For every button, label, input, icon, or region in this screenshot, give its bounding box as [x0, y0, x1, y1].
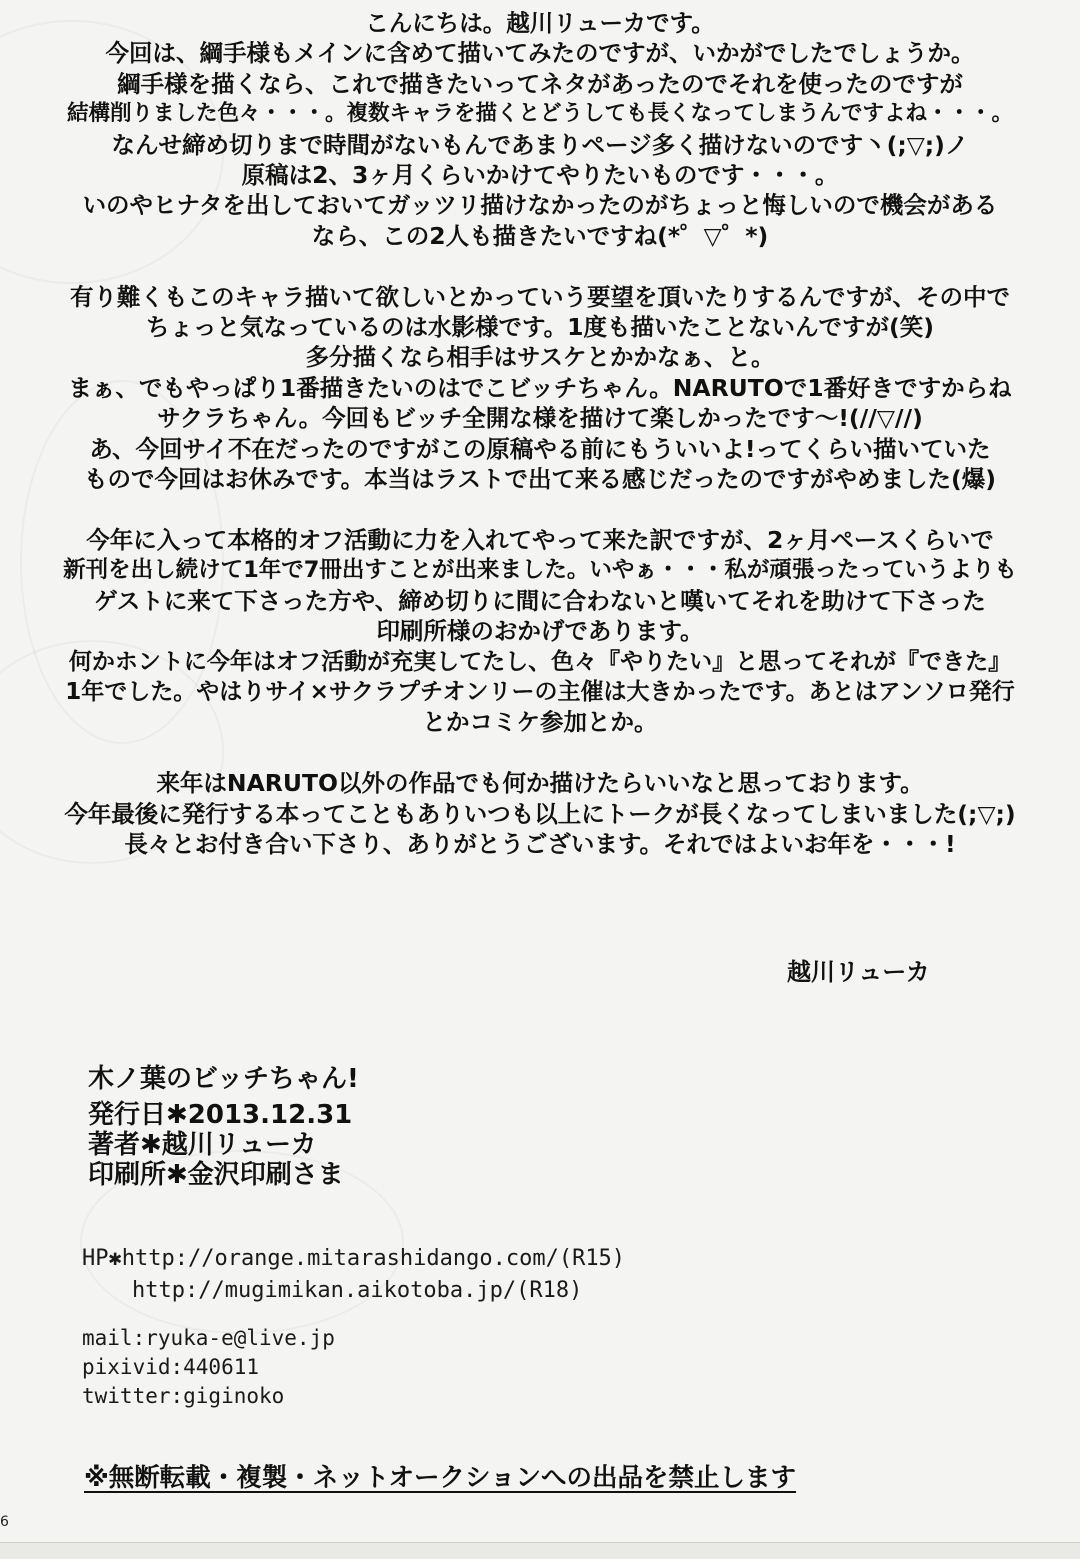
text-line: なんせ締め切りまで時間がないもんであまりページ多く描けないのです丶(;▽;)ノ	[111, 130, 969, 159]
text-line: なら、この2人も描きたいですね(*゜▽゜*)	[311, 221, 769, 250]
text-line: 多分描くなら相手はサスケとかかなぁ、と。	[305, 343, 775, 372]
afterword-text	[60, 8, 1020, 890]
pixiv-id: pixivid:440611	[82, 1355, 260, 1379]
afterword-paragraph	[60, 768, 1020, 859]
afterword-paragraph	[60, 282, 1020, 495]
text-line: とかコミケ参加とか。	[422, 708, 658, 737]
twitter-handle: twitter:giginoko	[82, 1384, 285, 1408]
afterword-paragraph	[60, 525, 1020, 738]
text-line: 今年に入って本格的オフ活動に力を入れてやって来た訳ですが、2ヶ月ペースくらいで	[86, 525, 994, 554]
scan-edge	[0, 1542, 1080, 1559]
text-line: 新刊を出し続けて1年で7冊出すことが出来ました。いやぁ・・・私が頑張ったっていうよりも	[63, 557, 1017, 584]
homepage-link-r15: HP✱http://orange.mitarashidango.com/(R15)	[82, 1246, 626, 1271]
page-number: 6	[0, 1514, 9, 1530]
text-line: 今年最後に発行する本ってこともありいつも以上にトークが長くなってしまいました(;▽;)	[64, 799, 1016, 828]
homepage-links	[82, 1243, 625, 1307]
homepage-link-r18: http://mugimikan.aikotoba.jp/(R18)	[132, 1278, 583, 1303]
colophon	[88, 1064, 359, 1190]
text-line: 印刷所様のおかげであります。	[376, 617, 704, 646]
text-line: サクラちゃん。今回もビッチ全開な様を描けて楽しかったです〜!(//▽//)	[157, 404, 923, 433]
text-line: 長々とお付き合い下さり、ありがとうございます。それではよいお年を・・・!	[124, 829, 956, 858]
text-line: ゲストに来て下さった方や、締め切りに間に合わないと嘆いてそれを助けて下さった	[94, 586, 986, 615]
text-line: 今回は、綱手様もメインに含めて描いてみたのですが、いかがでしたでしょうか。	[105, 39, 975, 68]
text-line: 来年はNARUTO以外の作品でも何か描けたらいいなと思っております。	[156, 769, 924, 798]
author-signature: 越川リューカ	[787, 958, 930, 986]
book-title: 木ノ葉のビッチちゃん!	[88, 1064, 359, 1094]
mail-address: mail:ryuka-e@live.jp	[82, 1326, 335, 1350]
text-line: いのやヒナタを出しておいてガッツリ描けなかったのがちょっと悔しいので機会がある	[82, 191, 998, 220]
text-line: もので今回はお休みです。本当はラストで出て来る感じだったのですがやめました(爆)	[84, 465, 996, 494]
printer-credit: 印刷所✱金沢印刷さま	[88, 1160, 344, 1190]
text-line: 原稿は2、3ヶ月くらいかけてやりたいものです・・・。	[241, 161, 839, 190]
afterword-paragraph	[60, 8, 1020, 251]
text-line: ちょっと気なっているのは水影様です。1度も描いたことないんですが(笑)	[146, 313, 934, 342]
text-line: 綱手様を描くなら、これで描きたいってネタがあったのでそれを使ったのですが	[117, 69, 963, 98]
text-line: こんにちは。越川リューカです。	[365, 9, 715, 37]
copyright-notice: ※無断転載・複製・ネットオークションへの出品を禁止します	[84, 1463, 797, 1493]
author-credit: 著者✱越川リューカ	[88, 1130, 317, 1160]
text-line: あ、今回サイ不在だったのですがこの原稿やる前にもういいよ!ってくらい描いていた	[89, 434, 991, 463]
contact-info	[82, 1324, 335, 1411]
text-line: 何かホントに今年はオフ活動が充実してたし、色々『やりたい』と思ってそれが『できた』	[68, 648, 1012, 675]
text-line: 有り難くもこのキャラ描いて欲しいとかっていう要望を頂いたりするんですが、その中で	[70, 282, 1010, 311]
text-line: 結構削りました色々・・・。複数キャラを描くとどうしても長くなってしまうんですよね・・・。	[66, 101, 1013, 127]
text-line: まぁ、でもやっぱり1番描きたいのはでこビッチちゃん。NARUTOで1番好きですからね	[68, 373, 1012, 402]
publish-date: 発行日✱2013.12.31	[88, 1100, 353, 1130]
text-line: 1年でした。やはりサイ×サクラプチオンリーの主催は大きかったです。あとはアンソロ発行	[65, 678, 1015, 705]
